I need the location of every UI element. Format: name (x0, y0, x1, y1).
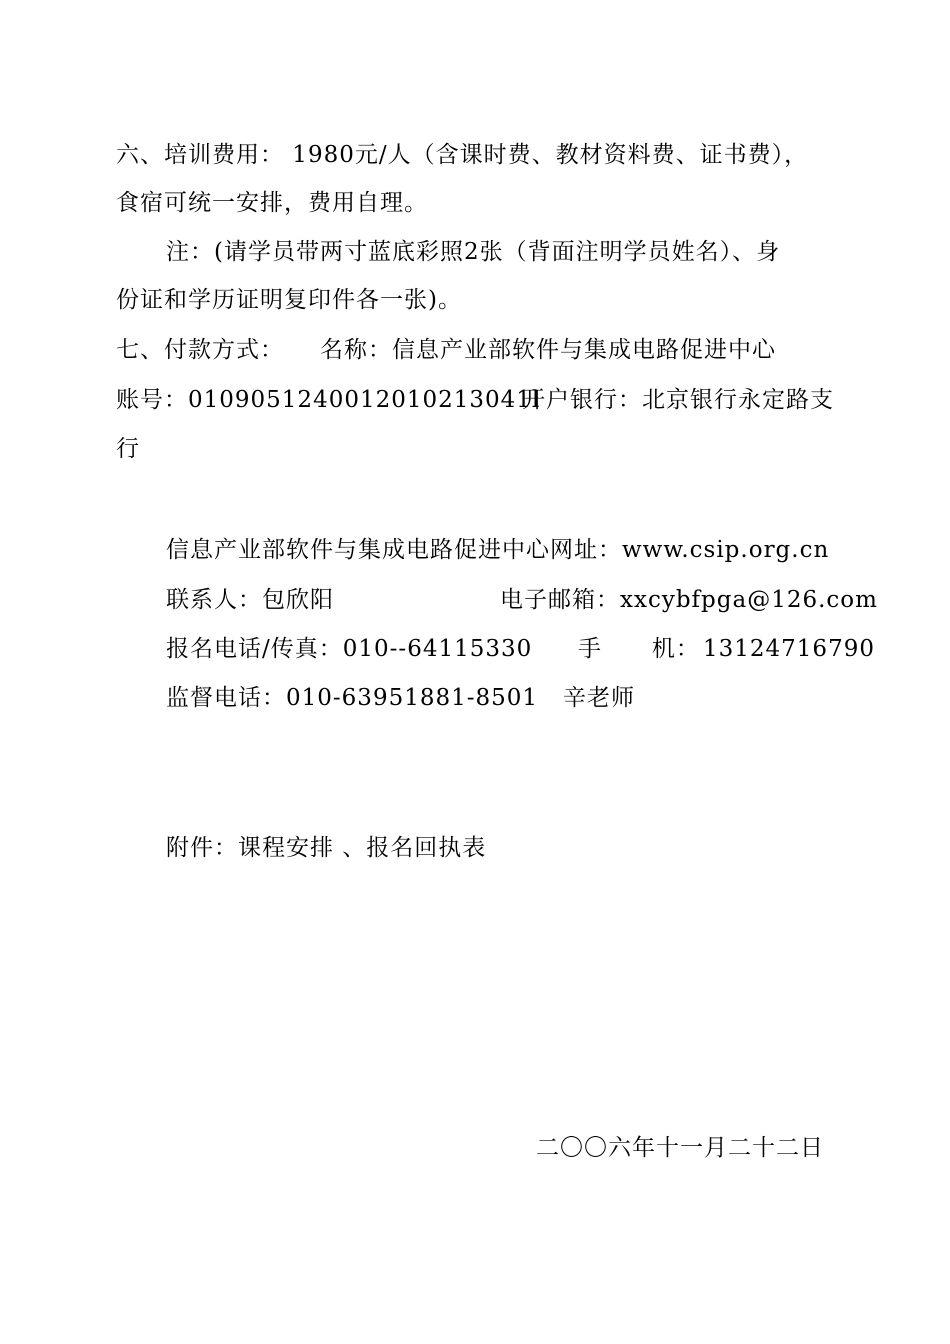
mobile-label: 手 机： (578, 636, 700, 662)
account-number: 账号：0109051240012010213041l (116, 387, 541, 413)
supervise-phone-line: 监督电话：010-63951881-8501 辛老师 (166, 685, 635, 711)
payment-name: 名称：信息产业部软件与集成电路促进中心 (320, 337, 776, 363)
section6-line2: 食宿可统一安排，费用自理。 (116, 190, 428, 216)
bank-name: 开户银行：北京银行永定路支 (522, 387, 834, 413)
phone-fax-line: 报名电话/传真：010--64115330 (166, 636, 533, 662)
attachment-line: 附件：课程安排 、报名回执表 (166, 835, 487, 861)
note-line1: 注：(请学员带两寸蓝底彩照2张（背面注明学员姓名）、身 (166, 239, 781, 265)
mobile-number: 13124716790 (703, 636, 875, 662)
email-line: 电子邮箱：xxcybfpga@126.com (500, 587, 878, 613)
section6-line1: 六、培训费用： 1980元/人（含课时费、教材资料费、证书费）， (116, 142, 809, 168)
document-date: 二〇〇六年十一月二十二日 (536, 1135, 824, 1161)
website-line: 信息产业部软件与集成电路促进中心网址：www.csip.org.cn (166, 537, 830, 563)
bank-name-continued: 行 (116, 436, 140, 462)
note-line2: 份证和学历证明复印件各一张)。 (116, 287, 462, 313)
contact-person: 联系人：包欣阳 (166, 587, 334, 613)
payment-label: 七、付款方式： (116, 337, 284, 363)
